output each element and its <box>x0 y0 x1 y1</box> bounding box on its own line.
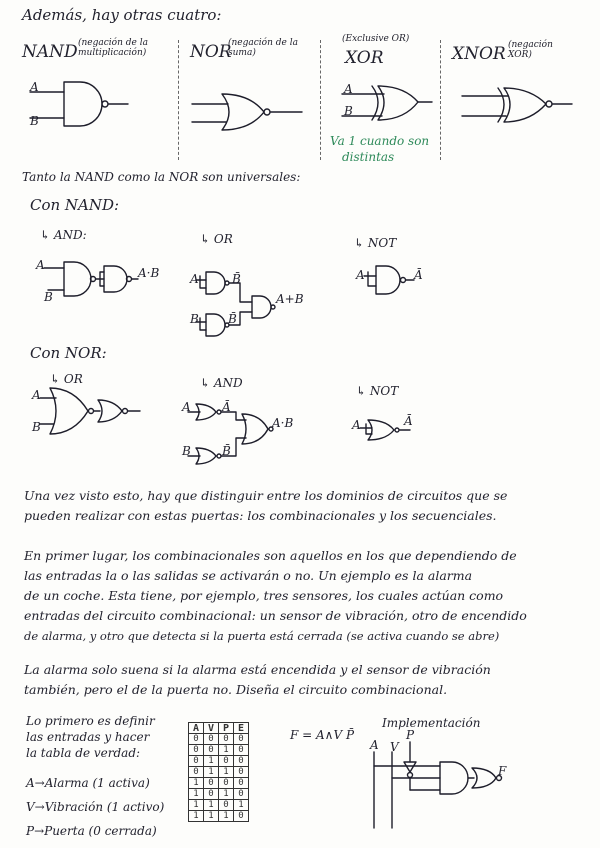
nand-desc: (negación de la multiplicación) <box>78 38 148 58</box>
table-cell: 0 <box>204 789 219 800</box>
lbl-abar: Ā <box>414 268 423 282</box>
paragraph-line: entradas del circuito combinacional: un sensor de vibración, otro de encendido <box>24 608 527 623</box>
table-cell: 0 <box>219 778 234 789</box>
table-header-cell: P <box>219 723 234 734</box>
paragraph-line: de alarma, y otro que detecta si la puerta está cerrada (se activa cuando se abre) <box>24 629 500 643</box>
def-line: P→Puerta (0 cerrada) <box>26 824 157 838</box>
nand-and-label: ↳ AND: <box>40 228 87 242</box>
nand-and-circuit-icon <box>44 262 138 296</box>
table-cell: 0 <box>219 800 234 811</box>
nand-input-a: A <box>30 80 39 94</box>
table-cell: 1 <box>189 789 204 800</box>
table-cell: 0 <box>234 778 249 789</box>
lbl-bbar: B̄ <box>222 444 231 458</box>
table-cell: 0 <box>189 745 204 756</box>
table-cell: 0 <box>234 811 249 822</box>
paragraph-line: La alarma solo suena si la alarma está encendida y el sensor de vibración <box>24 662 491 677</box>
lbl-apb: A+B <box>276 292 304 306</box>
table-cell: 1 <box>234 800 249 811</box>
table-cell: 0 <box>234 789 249 800</box>
lbl-b: B <box>32 420 41 434</box>
nor-gate-icon <box>192 94 302 130</box>
xor-input-b: B <box>344 104 353 118</box>
table-cell: 1 <box>204 756 219 767</box>
xor-title: XOR <box>345 48 384 68</box>
lbl-a: A <box>190 272 199 286</box>
lbl-abar: Ā <box>222 400 231 414</box>
table-cell: 0 <box>204 734 219 745</box>
table-cell: 1 <box>219 745 234 756</box>
paragraph-line: también, pero el de la puerta no. Diseña el circuito combinacional. <box>24 682 448 697</box>
lbl-a: A <box>36 258 45 272</box>
step-line: las entradas y hacer <box>26 730 150 744</box>
xor-desc: (Exclusive OR) <box>342 34 410 44</box>
impl-input-a: A <box>370 738 379 752</box>
lbl-ab: A·B <box>138 266 160 280</box>
xor-input-a: A <box>344 82 353 96</box>
table-header-cell: V <box>204 723 219 734</box>
nand-input-b: B <box>30 114 39 128</box>
table-cell: 0 <box>219 734 234 745</box>
intro-text: Además, hay otras cuatro: <box>22 6 222 24</box>
nand-not-circuit-icon <box>364 266 414 294</box>
lbl-a: A <box>356 268 365 282</box>
table-cell: 0 <box>204 745 219 756</box>
table-cell: 1 <box>219 767 234 778</box>
lbl-abar: Ā <box>404 414 413 428</box>
xor-note-2: distintas <box>342 150 395 164</box>
table-header-cell: A <box>189 723 204 734</box>
formula: F = A∧V P̄ <box>290 728 355 742</box>
con-nor-heading: Con NOR: <box>30 344 107 362</box>
nor-not-circuit-icon <box>360 420 410 440</box>
table-cell: 0 <box>204 778 219 789</box>
step-line: la tabla de verdad: <box>26 746 141 760</box>
xnor-desc: (negación XOR) <box>508 40 553 60</box>
implementation-circuit-icon <box>374 742 502 828</box>
nand-not-label: ↳ NOT <box>354 236 397 250</box>
xor-note-1: Va 1 cuando son <box>330 134 430 148</box>
lbl-b: B <box>182 444 191 458</box>
xor-gate-icon <box>342 86 432 120</box>
paragraph-line: las entradas la o las salidas se activarán o no. Un ejemplo es la alarma <box>24 568 473 583</box>
xnor-title: XNOR <box>452 44 506 64</box>
table-cell: 1 <box>189 778 204 789</box>
paragraph-line: En primer lugar, los combinacionales son aquellos en los que dependiendo de <box>24 548 517 563</box>
table-cell: 1 <box>204 767 219 778</box>
table-cell: 0 <box>189 734 204 745</box>
table-cell: 1 <box>189 811 204 822</box>
lbl-ab: A·B <box>272 416 294 430</box>
lbl-bbar: B̄ <box>232 272 241 286</box>
table-header-cell: E <box>234 723 249 734</box>
table-cell: 0 <box>234 734 249 745</box>
nor-or-circuit-icon <box>40 388 140 434</box>
impl-output-f: F <box>498 764 507 778</box>
paragraph-line: pueden realizar con estas puertas: los combinacionales y los secuenciales. <box>24 508 497 523</box>
table-cell: 0 <box>189 756 204 767</box>
nor-and-label: ↳ AND <box>200 376 243 390</box>
nand-or-circuit-icon <box>196 272 275 336</box>
nor-desc: (negación de la suma) <box>228 38 298 58</box>
nor-and-circuit-icon <box>188 404 273 464</box>
nand-gate-icon <box>30 82 128 126</box>
nand-title: NAND <box>22 42 78 62</box>
implementation-title: Implementación <box>382 716 481 730</box>
paragraph-line: de un coche. Esta tiene, por ejemplo, tres sensores, los cuales actúan como <box>24 588 504 603</box>
impl-input-v: V <box>390 740 399 754</box>
nor-title: NOR <box>190 42 232 62</box>
nor-not-label: ↳ NOT <box>356 384 399 398</box>
table-cell: 0 <box>219 756 234 767</box>
table-cell: 1 <box>189 800 204 811</box>
lbl-b: B <box>44 290 53 304</box>
step-line: Lo primero es definir <box>26 714 155 728</box>
paragraph-line: Una vez visto esto, hay que distinguir entre los dominios de circuitos que se <box>24 488 508 503</box>
table-cell: 0 <box>234 745 249 756</box>
table-cell: 0 <box>189 767 204 778</box>
table-cell: 0 <box>234 756 249 767</box>
def-line: V→Vibración (1 activo) <box>26 800 165 814</box>
table-cell: 1 <box>204 800 219 811</box>
table-cell: 1 <box>219 789 234 800</box>
lbl-a: A <box>182 400 191 414</box>
nand-or-label: ↳ OR <box>200 232 233 246</box>
xnor-gate-icon <box>462 88 572 122</box>
table-cell: 1 <box>219 811 234 822</box>
def-line: A→Alarma (1 activa) <box>26 776 150 790</box>
impl-input-p: P <box>406 728 415 742</box>
universal-text: Tanto la NAND como la NOR son universales: <box>22 170 301 184</box>
table-cell: 0 <box>234 767 249 778</box>
lbl-a: A <box>352 418 361 432</box>
nor-or-label: ↳ OR <box>50 372 83 386</box>
con-nand-heading: Con NAND: <box>30 196 120 214</box>
table-cell: 1 <box>204 811 219 822</box>
lbl-b: B <box>190 312 199 326</box>
lbl-bbar: B̄ <box>228 312 237 326</box>
lbl-a: A <box>32 388 41 402</box>
